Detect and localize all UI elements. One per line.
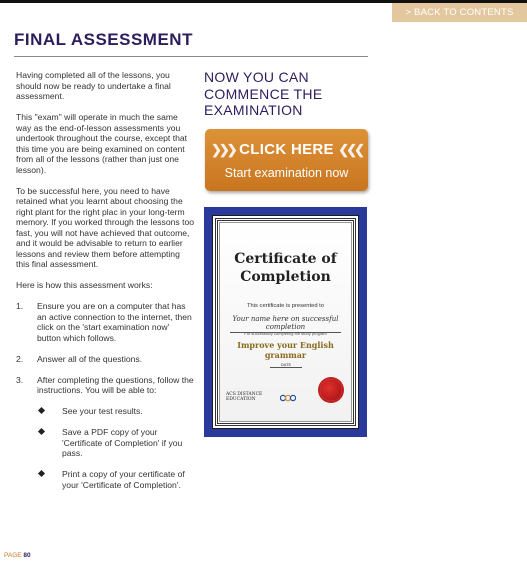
outcome-item bbox=[37, 427, 194, 459]
outcome-text: See your test results. bbox=[62, 406, 143, 416]
certificate-for-text: For successfully completing the study program bbox=[244, 331, 327, 336]
page-title: FINAL ASSESSMENT bbox=[14, 30, 193, 49]
step-item bbox=[16, 375, 194, 491]
intro-paragraph: Having completed all of the lessons, you should now be ready to undertake a final assessment. bbox=[16, 70, 171, 101]
double-chevron-left-icon: ❮❮❮ bbox=[338, 142, 362, 157]
title-divider bbox=[14, 56, 368, 57]
step-number: 3. bbox=[16, 374, 24, 385]
step-text: Ensure you are on a computer that has an active connection to the internet, then click on the 'start examination now' button which follows. bbox=[37, 301, 192, 343]
diamond-bullet-icon bbox=[38, 407, 45, 414]
certificate-date: DATE bbox=[270, 362, 302, 368]
red-seal-icon bbox=[320, 379, 342, 401]
outcome-item bbox=[37, 469, 194, 490]
certificate-title bbox=[220, 250, 351, 286]
certificate-body bbox=[219, 222, 352, 422]
instructions-column bbox=[16, 70, 194, 501]
certificate-recipient-name: Your name here on successful completion bbox=[230, 315, 341, 333]
outcome-text: Print a copy of your certificate of your 'Certificate of Completion'. bbox=[62, 469, 185, 490]
cta-main-label bbox=[205, 141, 368, 158]
click-here-text: CLICK HERE bbox=[239, 141, 334, 158]
step-item bbox=[16, 301, 194, 343]
steps-list bbox=[16, 301, 194, 490]
exam-paragraph: This "exam" will operate in much the same way as the end-of-lesson assessments you undertook throughout the course, except that this time you are being examined on content from all of the lessons (rather than just one lesson). bbox=[16, 112, 188, 175]
back-to-contents-link[interactable]: > BACK TO CONTENTS PAGE bbox=[392, 3, 527, 22]
certificate-image bbox=[204, 207, 367, 437]
step-text: After completing the questions, follow the instructions. You will be able to: bbox=[37, 374, 194, 395]
diamond-bullet-icon bbox=[38, 470, 45, 477]
step-number: 2. bbox=[16, 353, 24, 364]
cta-sub-label: Start examination now bbox=[224, 166, 349, 180]
acs-logo bbox=[226, 392, 262, 402]
start-examination-button[interactable] bbox=[205, 129, 368, 191]
certificate-title-line: Completion bbox=[240, 269, 331, 285]
success-paragraph: To be successful here, you need to have retained what you learnt about choosing the right plant for the right plac in your long-term memory. If you worked through the lessons too fast, you will not have achieved that outcome, and it would be advisable to return to earlier lessons and review them before attempting this final assessment. bbox=[16, 185, 195, 269]
diamond-bullet-icon bbox=[38, 428, 45, 435]
how-it-works-paragraph: Here is how this assessment works: bbox=[16, 280, 153, 290]
page-number bbox=[4, 552, 31, 559]
step-number: 1. bbox=[16, 301, 24, 311]
acs-logo-line: EDUCATION bbox=[226, 397, 256, 402]
certificate-card bbox=[212, 215, 359, 429]
page-label: PAGE bbox=[4, 552, 22, 559]
outcome-text: Save a PDF copy of your 'Certificate of Completion' if you pass. bbox=[62, 427, 183, 458]
step-item bbox=[16, 354, 194, 365]
step-text: Answer all of the questions. bbox=[37, 353, 143, 364]
exam-headline: NOW YOU CAN COMMENCE THE EXAMINATION bbox=[204, 69, 323, 118]
outcomes-list bbox=[37, 406, 194, 490]
certificate-presented-text: This certificate is presented to bbox=[246, 303, 324, 309]
page-number-value: 80 bbox=[23, 552, 31, 559]
certificate-course-name: Improve your English grammar bbox=[237, 340, 334, 360]
acp-logo-icon bbox=[280, 391, 296, 403]
outcome-item bbox=[37, 406, 194, 417]
certificate-title-line: Certificate of bbox=[234, 251, 337, 267]
acs-logo-line: ACS DISTANCE bbox=[226, 392, 263, 397]
double-chevron-right-icon: ❯❯❯ bbox=[211, 142, 235, 157]
